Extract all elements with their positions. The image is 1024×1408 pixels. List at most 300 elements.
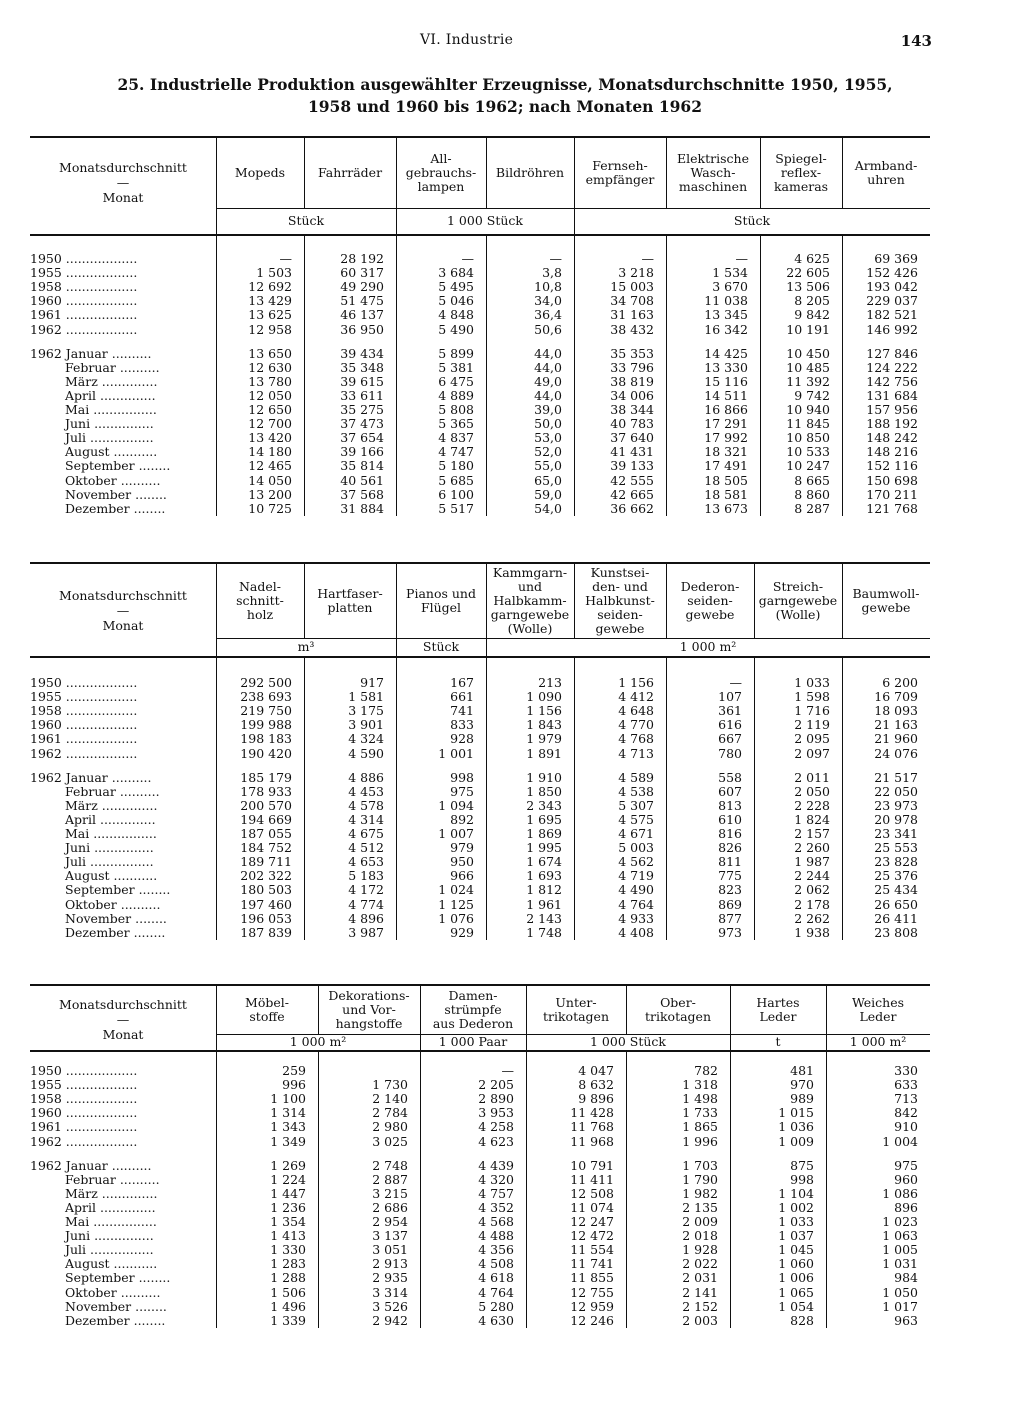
column-header: [318, 986, 420, 1034]
table-row: [30, 1201, 930, 1215]
table-row: [30, 747, 930, 761]
cell-value: 4 047: [578, 1063, 614, 1078]
cell-value: 37 568: [340, 486, 384, 502]
table-row: [30, 1187, 930, 1201]
cell-value: 131 684: [866, 387, 918, 403]
column-header-line: Elektrische: [677, 151, 749, 166]
cell-value: 4 653: [348, 854, 384, 870]
cell-value: 1 496: [270, 1298, 306, 1314]
cell-value: 1 716: [794, 703, 830, 719]
cell-value: 213: [538, 675, 562, 690]
column-divider: [304, 136, 305, 208]
cell-value: 826: [718, 840, 742, 856]
cell-value: —: [501, 1063, 514, 1078]
row-label: November ........: [65, 487, 167, 502]
row-label: 1950 ..................: [30, 1064, 138, 1078]
cell-value: 16 342: [704, 321, 748, 337]
cell-value: 633: [894, 1077, 918, 1093]
cell-value: 1 045: [778, 1242, 814, 1258]
cell-value: 9 896: [578, 1091, 614, 1107]
cell-value: 42 555: [610, 472, 654, 488]
cell-value: 1 996: [682, 1133, 718, 1149]
cell-value: 2 913: [372, 1256, 408, 1272]
column-divider: [666, 562, 667, 638]
cell-value: 1 693: [526, 868, 562, 884]
cell-value: 2 050: [794, 783, 830, 799]
cell-value: 4 490: [618, 882, 654, 898]
cell-value: 3 025: [372, 1133, 408, 1149]
column-divider: [574, 136, 575, 208]
cell-value: 4 508: [478, 1256, 514, 1272]
table-row: [30, 1271, 930, 1285]
cell-value: 1 703: [682, 1157, 718, 1173]
cell-value: 12 959: [570, 1298, 614, 1314]
row-label: Juni ...............: [65, 841, 154, 856]
table-row: [30, 403, 930, 417]
row-label: 1950 ..................: [30, 676, 138, 690]
cell-value: 1 534: [712, 265, 748, 281]
row-label: April ..............: [65, 812, 156, 827]
row-label: September ........: [65, 459, 171, 474]
stub-heading-line3: Monat: [102, 190, 144, 205]
cell-value: 36,4: [534, 307, 562, 323]
cell-value: 33 796: [610, 359, 654, 375]
cell-value: 1 339: [270, 1312, 306, 1328]
cell-value: 2 980: [372, 1119, 408, 1135]
column-header-line: seiden-: [687, 593, 733, 608]
cell-value: 50,6: [534, 321, 562, 337]
cell-value: 2 244: [794, 868, 830, 884]
cell-value: 1 995: [526, 840, 562, 856]
cell-value: 10 850: [786, 430, 830, 446]
row-label: März ..............: [65, 374, 158, 389]
cell-value: 3 901: [348, 717, 384, 733]
row-label: 1958 ..................: [30, 704, 138, 719]
column-header-line: Bildröhren: [495, 165, 565, 180]
cell-value: 5 003: [618, 840, 654, 856]
cell-value: 9 742: [794, 387, 830, 403]
column-header-line: strümpfe: [444, 1002, 502, 1017]
row-label: 1962 ..................: [30, 746, 138, 761]
row-label: März ..............: [65, 798, 158, 813]
cell-value: 187 839: [240, 924, 292, 940]
cell-value: 65,0: [534, 472, 562, 488]
cell-value: 998: [450, 769, 474, 785]
cell-value: 196 053: [240, 910, 292, 926]
cell-value: 150 698: [866, 472, 918, 488]
column-header-line: platten: [327, 600, 373, 615]
row-label: 1958 ..................: [30, 280, 138, 295]
unit-divider: [826, 1034, 827, 1050]
unit-rule: [30, 1050, 930, 1052]
stub-heading: [30, 997, 216, 1042]
cell-value: 146 992: [866, 321, 918, 337]
table-row: [30, 718, 930, 732]
cell-value: 2 887: [372, 1171, 408, 1187]
stub-heading-line2: —: [116, 175, 130, 190]
row-label: 1962 ..................: [30, 322, 138, 337]
cell-value: 50,0: [534, 416, 562, 432]
column-divider: [842, 562, 843, 638]
cell-value: 21 517: [874, 769, 918, 785]
cell-value: 11 411: [570, 1171, 614, 1187]
cell-value: 1 024: [438, 882, 474, 898]
cell-value: 1 733: [682, 1105, 718, 1121]
cell-value: 34 708: [610, 293, 654, 309]
unit-divider: [574, 208, 575, 234]
cell-value: 12 050: [248, 387, 292, 403]
cell-value: 10 791: [570, 1157, 614, 1173]
table-row: [30, 926, 930, 940]
cell-value: 3 215: [372, 1185, 408, 1201]
cell-value: 197 460: [240, 896, 292, 912]
cell-value: 4 764: [478, 1284, 514, 1300]
stub-heading: [30, 588, 216, 633]
cell-value: 998: [790, 1171, 814, 1187]
table-row: [30, 1286, 930, 1300]
cell-value: 107: [718, 689, 742, 705]
cell-value: 1 094: [438, 797, 474, 813]
column-header-line: Leder: [859, 1009, 897, 1024]
row-label: Juli ................: [65, 431, 154, 446]
cell-value: 11 845: [786, 416, 830, 432]
table-row: [30, 1135, 930, 1149]
cell-value: 21 163: [874, 717, 918, 733]
table-title: [60, 74, 950, 118]
cell-value: 8 287: [794, 500, 830, 516]
cell-value: 5 307: [618, 797, 654, 813]
cell-value: 6 200: [882, 675, 918, 690]
cell-value: 53,0: [534, 430, 562, 446]
cell-value: 12 630: [248, 359, 292, 375]
cell-value: 2 022: [682, 1256, 718, 1272]
row-label: Dezember ........: [65, 1313, 166, 1328]
cell-value: 4 172: [348, 882, 384, 898]
cell-value: 2 205: [478, 1077, 514, 1093]
cell-value: 60 317: [340, 265, 384, 281]
cell-value: 2 097: [794, 745, 830, 761]
row-label: April ..............: [65, 1200, 156, 1215]
cell-value: 35 275: [340, 402, 384, 417]
cell-value: 4 671: [618, 826, 654, 841]
cell-value: 10 191: [786, 321, 830, 337]
cell-value: 34 006: [610, 387, 654, 403]
cell-value: 1 086: [882, 1185, 918, 1201]
cell-value: 2 748: [372, 1157, 408, 1173]
cell-value: 1 156: [526, 703, 562, 719]
row-label: April ..............: [65, 388, 156, 403]
cell-value: 167: [450, 675, 474, 690]
cell-value: 5 365: [438, 416, 474, 432]
cell-value: 12 247: [570, 1214, 614, 1229]
column-header: [826, 986, 930, 1034]
table-row: [30, 690, 930, 704]
cell-value: —: [279, 251, 292, 266]
cell-value: 917: [360, 675, 384, 690]
table-row: [30, 375, 930, 389]
cell-value: 1 498: [682, 1091, 718, 1107]
cell-value: 4 747: [438, 444, 474, 460]
cell-value: 4 764: [618, 896, 654, 912]
cell-value: 11 074: [570, 1199, 614, 1215]
cell-value: 2 003: [682, 1312, 718, 1328]
row-label: 1960 ..................: [30, 718, 138, 733]
column-header-line: Damen-: [448, 988, 498, 1003]
cell-value: 4 324: [348, 731, 384, 747]
cell-value: 1 224: [270, 1171, 306, 1187]
column-header: [842, 138, 930, 208]
cell-value: 1 748: [526, 924, 562, 940]
cell-value: 780: [718, 745, 742, 761]
cell-value: 39 133: [610, 458, 654, 474]
cell-value: 10 450: [786, 345, 830, 361]
table-row: [30, 1106, 930, 1120]
cell-value: 182 521: [866, 307, 918, 323]
cell-value: 4 896: [348, 910, 384, 926]
table-row: [30, 869, 930, 883]
column-divider: [574, 562, 575, 638]
cell-value: 2 031: [682, 1270, 718, 1286]
cell-value: 13 780: [248, 373, 292, 389]
table-row: [30, 1064, 930, 1078]
cell-value: 1 065: [778, 1284, 814, 1300]
cell-value: 1 236: [270, 1199, 306, 1215]
table-row: [30, 502, 930, 516]
table-row: [30, 1243, 930, 1257]
statistics-table-3: [30, 984, 930, 1334]
cell-value: 1 850: [526, 783, 562, 799]
cell-value: 1 349: [270, 1133, 306, 1149]
cell-value: 10 485: [786, 359, 830, 375]
cell-value: 49,0: [534, 373, 562, 389]
unit-label: 1 000 Stück: [590, 1034, 666, 1049]
cell-value: 5 685: [438, 472, 474, 488]
column-header: [486, 138, 574, 208]
cell-value: 1 598: [794, 689, 830, 705]
cell-value: 15 116: [704, 373, 748, 389]
cell-value: 26 411: [874, 910, 918, 926]
cell-value: 39 434: [340, 345, 384, 361]
row-label: 1962 Januar ..........: [30, 1158, 152, 1173]
cell-value: 4 618: [478, 1270, 514, 1286]
cell-value: 950: [450, 854, 474, 870]
unit-divider: [420, 1034, 421, 1050]
table-row: [30, 266, 930, 280]
cell-value: 8 860: [794, 486, 830, 502]
cell-value: 1 695: [526, 811, 562, 827]
cell-value: 26 650: [874, 896, 918, 912]
cell-value: 823: [718, 882, 742, 898]
column-divider: [486, 562, 487, 638]
cell-value: 2 178: [794, 896, 830, 912]
cell-value: 833: [450, 717, 474, 733]
cell-value: 4 757: [478, 1185, 514, 1201]
cell-value: 1 503: [256, 265, 292, 281]
cell-value: 1 060: [778, 1256, 814, 1272]
cell-value: 1 036: [778, 1119, 814, 1135]
cell-value: 3 684: [438, 265, 474, 281]
cell-value: 775: [718, 868, 742, 884]
table-row: [30, 1300, 930, 1314]
column-header-line: Weiches: [851, 995, 905, 1010]
column-header: [216, 138, 304, 208]
unit-label: 1 000 m²: [849, 1034, 907, 1049]
table-row: [30, 813, 930, 827]
row-label: 1960 ..................: [30, 1106, 138, 1121]
column-header: [666, 564, 754, 638]
cell-value: 3,8: [542, 265, 562, 281]
unit-label: 1 000 m²: [679, 639, 737, 654]
header-rule: [216, 638, 930, 639]
column-header-line: garngewebe: [490, 607, 570, 622]
row-label: November ........: [65, 1299, 167, 1314]
cell-value: 10 725: [248, 500, 292, 516]
cell-value: 4 774: [348, 896, 384, 912]
cell-value: 1 104: [778, 1185, 814, 1201]
cell-value: 11 554: [570, 1242, 614, 1258]
row-label: Juli ................: [65, 855, 154, 870]
cell-value: 25 376: [874, 868, 918, 884]
cell-value: 148 216: [866, 444, 918, 460]
cell-value: 12 692: [248, 279, 292, 295]
table-row: [30, 785, 930, 799]
cell-value: 35 348: [340, 359, 384, 375]
stub-heading-line3: Monat: [102, 618, 144, 633]
cell-value: 49 290: [340, 279, 384, 295]
row-label: September ........: [65, 883, 171, 898]
column-header: [760, 138, 842, 208]
cell-value: 11 855: [570, 1270, 614, 1286]
cell-value: —: [729, 675, 742, 690]
row-label: Mai ................: [65, 827, 157, 841]
cell-value: 2 143: [526, 910, 562, 926]
cell-value: 1 009: [778, 1133, 814, 1149]
cell-value: 929: [450, 924, 474, 940]
cell-value: 12 465: [248, 458, 292, 474]
cell-value: 152 426: [866, 265, 918, 281]
cell-value: 1 125: [438, 896, 474, 912]
column-header: [526, 986, 626, 1034]
cell-value: 1 506: [270, 1284, 306, 1300]
cell-value: 44,0: [534, 345, 562, 361]
cell-value: 896: [894, 1199, 918, 1215]
cell-value: 202 322: [240, 868, 292, 884]
cell-value: 610: [718, 811, 742, 827]
cell-value: 4 408: [618, 924, 654, 940]
cell-value: 42 665: [610, 486, 654, 502]
cell-value: 12 755: [570, 1284, 614, 1300]
cell-value: 1 063: [882, 1228, 918, 1244]
cell-value: 6 475: [438, 373, 474, 389]
column-divider: [318, 984, 319, 1034]
cell-value: 2 018: [682, 1228, 718, 1244]
column-divider: [486, 136, 487, 208]
cell-value: 184 752: [240, 840, 292, 856]
column-header: [730, 986, 826, 1034]
cell-value: 6 100: [438, 486, 474, 502]
column-header-line: seiden-: [597, 607, 643, 622]
column-header-line: trikotagen: [542, 1009, 610, 1024]
cell-value: 23 973: [874, 797, 918, 813]
unit-divider: [526, 1034, 527, 1050]
table-row: [30, 1120, 930, 1134]
cell-value: 28 192: [340, 251, 384, 266]
cell-value: 4 314: [348, 811, 384, 827]
cell-value: 5 180: [438, 458, 474, 474]
cell-value: 23 341: [874, 826, 918, 841]
column-header-line: gebrauchs-: [405, 165, 477, 180]
table-row: [30, 361, 930, 375]
column-header-line: All-: [430, 151, 452, 166]
cell-value: 1 269: [270, 1157, 306, 1173]
cell-value: 1 843: [526, 717, 562, 733]
table-row: [30, 1159, 930, 1173]
cell-value: 989: [790, 1091, 814, 1107]
row-label: Dezember ........: [65, 925, 166, 940]
column-header-line: und Vor-: [342, 1002, 396, 1017]
table-row: [30, 898, 930, 912]
cell-value: —: [549, 251, 562, 266]
cell-value: 12 700: [248, 416, 292, 432]
row-label: 1961 ..................: [30, 308, 138, 323]
cell-value: 170 211: [866, 486, 918, 502]
cell-value: 1 330: [270, 1242, 306, 1258]
table-title-line-2: 1958 und 1960 bis 1962; nach Monaten 1962: [307, 97, 702, 116]
row-label: Juni ...............: [65, 417, 154, 432]
unit-label: m³: [297, 639, 315, 654]
cell-value: 22 050: [874, 783, 918, 799]
column-header-line: Kammgarn-: [492, 565, 568, 580]
column-header-line: Hartfaser-: [317, 586, 383, 601]
column-header-line: Baumwoll-: [852, 586, 920, 601]
column-header: [420, 986, 526, 1034]
cell-value: 2 009: [682, 1214, 718, 1229]
cell-value: 5 280: [478, 1298, 514, 1314]
column-divider: [526, 984, 527, 1034]
table-row: [30, 431, 930, 445]
column-divider: [666, 136, 667, 208]
table-row: [30, 827, 930, 841]
cell-value: 782: [694, 1063, 718, 1078]
row-label: 1955 ..................: [30, 266, 138, 281]
cell-value: 2 119: [794, 717, 830, 733]
unit-label: Stück: [422, 639, 460, 654]
cell-value: 1 033: [794, 675, 830, 690]
cell-value: 14 511: [704, 387, 748, 403]
cell-value: 975: [894, 1157, 918, 1173]
cell-value: 185 179: [240, 769, 292, 785]
cell-value: 984: [894, 1270, 918, 1286]
column-header: [396, 564, 486, 638]
row-label: September ........: [65, 1271, 171, 1286]
unit-label: 1 000 Stück: [447, 213, 523, 228]
column-header-line: maschinen: [678, 179, 748, 194]
cell-value: 928: [450, 731, 474, 747]
cell-value: 3 314: [372, 1284, 408, 1300]
cell-value: 38 819: [610, 373, 654, 389]
row-label: August ...........: [65, 1257, 158, 1272]
column-header-line: Nadel-: [238, 579, 281, 594]
cell-value: 4 258: [478, 1119, 514, 1135]
table-row: [30, 912, 930, 926]
column-divider: [730, 984, 731, 1034]
cell-value: 190 420: [240, 745, 292, 761]
table-row: [30, 1257, 930, 1271]
cell-value: 59,0: [534, 486, 562, 502]
column-header: [304, 138, 396, 208]
cell-value: 14 425: [704, 345, 748, 361]
column-header-line: kameras: [773, 179, 829, 194]
